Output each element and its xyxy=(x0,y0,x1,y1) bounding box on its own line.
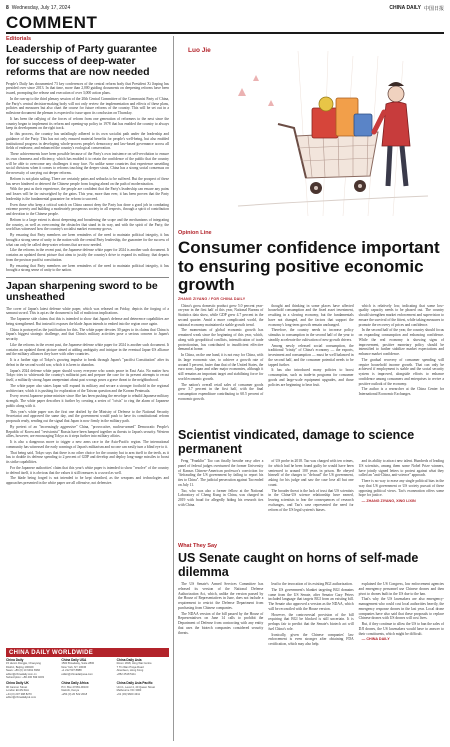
footer-title: CHINA DAILY WORLDWIDE xyxy=(6,648,169,657)
editorial-body-2: The cover of Japan's latest defense white paper, which was released on Friday, depicts the forging of a samurai sword. This is apt as the document is full of malicious implications. The Japanese side claims that this is intended to show that Japan's defense and deterrence capabilities are being strengthened. But instead it exposes the blade Japan intends to embed into the region once again. China is portrayed as the justification for this. The white paper devotes 30 pages to its claims that China is Japan's biggest strategic challenge, and that China's military activities pose a serious concern to Japan's security. Like the reforms in the recent past, the Japanese defense white paper for 2024 is another such document. It contains an updated threat picture aimed at adding ambiguity and intrigue in the eventual Japan-US alliance and the military alliances they have with other countries. It is a further sign of Tokyo's growing impulse to break through Japan's "pacifist Constitution" after its defeat in the second world war, which it is keen to abandon. Japan's 2024 defense white paper should worry everyone who wants peace in East Asia. No matter how Tokyo tries to whitewash the country's militarist past and prepare the case for its present attempts to recast itself, a militarily strong Japan unrepentant about past wrongs poses a grave threat to the neighborhood. The white paper also states Japan will expand its military and secure a stronger foothold in the regional architecture, which it is pushing for exploration of the Taiwan question and the Korean Peninsula. Every recent Japanese prime minister since Abe has been pushing the envelope to rebuild Japanese military strength. The white paper describes it further by creating a series of "crisis" to ring the alarm of Japanese public along with it. This year's white paper was the first one drafted by the Ministry of Defense to the National Security Secretariat and approved the same day, and the government would push to have its constitutional reform proposals ready, sending out the signal that Japan is now firmly in the military path. By pretext of an "increasingly aggressive" China, "provocative, nuclear-armed" Democratic People's Republic of Korea and "revisionist" Russia have been lumped together as threats to Japan's security. Western allies, however, are encouraging Tokyo as it steps further into military affairs. It is also a dangerous move to trigger a new arms race in the Asia-Pacific region. The international community has witnessed the early warnings of Japan's militarism and no one can easily turn a blind eye to it. That being said, Tokyo says that there is no other choice for the country but to arm itself to the teeth, as it has to double its defense spending to 2 percent of GDP and develop and deploy long-range missiles to boost its strike capabilities. For the Japanese authorities' claim that this year's white paper is intended to show "resolve" of the country to defend itself, it is obvious that the values it still treasures is a sword as well. The blade being forged is not intended to be kept sheathed, as the weapons and technologies and approaches presented in the white paper are all offensive, not defensive. xyxy=(6,306,169,486)
office-block: China Daily 15 Huixin Dongjie, Chaoyang District, Beijing 100029 News: +86 (0) 10 6491 8366 editor@chinadaily.com.cn Subscription: +86 400 699 0203 xyxy=(6,658,45,680)
column-divider xyxy=(173,36,174,741)
scientist-headline: Scientist vindicated, damage to science permanent xyxy=(178,428,415,456)
figure-illustration xyxy=(374,82,410,186)
scientist-column: Feng "Franklin" Tao can finally breathe easy after a panel of federal judges overturned the former University of Kansas Chinese-American professor's conviction for "defrauding the US government by failing to report his ties to China". The judicial persecution against Tao ended on July 11. Tao, who was also a former fellow at the National Laboratory of Cheng Kung in China, was charged in 2019 with fraud for allegedly hiding his research ties with China. xyxy=(178,459,264,507)
office-block: China Daily UK 90 Cannon Street London EC4N 6HA +44 (0) 207 398 8270 editor@chinadailyuk.com xyxy=(6,681,37,700)
office-block: China Daily Africa P.O. Box 27281-00100 Nairobi, Kenya +254 (0) 20 522 2018 xyxy=(61,681,89,696)
what-they-say-headline: US Senate caught on horns of self-made dilemma xyxy=(178,551,419,579)
illustrator-byline: Luo Jie xyxy=(188,47,211,54)
paper-name: CHINA DAILY xyxy=(389,5,421,11)
opinion-column: China's gross domestic product grew 5.0 percent year-on-year in the first half of this year, National Bureau of Statistics data show, while GDP grew 4.7 percent in the second quarter. Amid a more complicated world, the national economy maintained a stable growth trend. The momentum of global economic growth has remained weak since the beginning of this year, which, along with geopolitical conflicts, intensification of trade protectionism, has contributed to insufficient effective demand at home. In China, on the one hand, it is not easy for China, with its large economic size, to achieve a growth rate of around 5 percent, faster than that of the United States, the euro zone, Japan and other major economies, although it still remains an important target and stabilizing force for world economic growth. The nation's overall retail sales of consumer goods grew 3.7 percent in the first half, with the final consumption expenditure contributing to 60.5 percent of economic growth. xyxy=(178,303,264,401)
what-they-say-column: explained the US Congress, law enforcement agencies and emergency personnel use Chinese drones and then pivot to drones built in the US due to the ban. That's why the US lawmakers are also emergency-management who could cost local authorities heavily, the emergency response drones in the last year. Local drone companies have also said that these proposals to replace Chinese drones with US drones will cost lives. But, if they continue to allow the US to ban the sales of DJI drones, the US lawmakers would have to answer to their constituents, which might be difficult. — CHINA DAILY xyxy=(358,582,444,642)
paper-name-cn: 中国日报 xyxy=(423,5,444,12)
editorial-body-1: People's Daily has documented 73 key conferences of the central reform body that President Xi Jinping has presided over since 2013. In that time, more than 2,000 guiding documents on deepening reforms have been issued, prompting the release and execution of over 3,000 action plans. In the run-up to the third plenary session of the 20th Central Committee of the Communist Party of China, the Party's central decision-making body will not only review the implementation and effects of these plans, policies and measures but also chart the course for future reforms of the country. This will be set out in a milestone document the plenum is expected to issue upon its conclusion on Thursday. It has been the rallying of the forces of reform from one generation of reformers to the next since the country began to implement its reform and opening-up policy in 1978 that has enabled the country to always keep its development on the right track. In this process, the country has unfailingly adhered to its own socialist path under the leadership and guidance of the Party. This has not only ensured material benefits for people's well-being, but also enabled institutional progress in developing whole-process people's democracy and law-based governance across all fields of endeavor, and enhanced the country's ecological conservation. These achievements have been possible because of the Party's own insistence on self-revolution to ensure its own cleanness and efficiency, which has enabled it to retain the confidence of the public that the country will be able to overcome any challenges it may face. No unlike some countries that experience unsettling social divisions when it comes to reforms touching the deeper strata, China has a strong social consensus on the necessity of carrying out deeper reforms. Reform is not plain sailing. There are certainly pains and setbacks to be suffered. But the prospect of these has never hindered or deterred the Chinese people from forging ahead on the path of modernization. With the past as their experience, the people are confident that the Party's leadership can ensure any pains and losses will be far outweighed by the gains. This year, more than ever, it has been proven that the Party leadership is the fundamental guarantee for reform to succeed. Even those who keep a critical watch on China cannot deny the Party has done a good job in combating extreme poverty and building a moderately prosperous society in all respects, through a spirit of contribution and devotion to the Chinese people. Reform to a large extent is about deepening and broadening the scope and the mechanisms of integrating the country, as well as overcoming the obstacles that stand in its way, and with the spirit of the Party, the world has witnessed how the country's socialist market economy grows. By ensuring that Party members are keen reminders of the need to maintain political integrity, it has brought a strong sense of unity to the nation with the central Party leadership, the guarantee for the success of what can only be called deep-water reforms that are now needed. Like the reforms in the recent past, the Japanese defense white paper for 2024 is another such document. It contains an updated threat picture that aims to justify the country's drive to expand its military, that departs from the postwar pacifist constitution. By ensuring that Party members are keen reminders of the need to maintain political integrity, it has brought a strong sense of unity to the nation. xyxy=(6,81,169,273)
what-they-say-article xyxy=(178,543,444,648)
section-title: COMMENT xyxy=(6,13,98,32)
masthead xyxy=(6,3,444,13)
opinion-column: thought and thinking in some places have affected household consumption and the fixed asset investment, resulting in a slowing economy, but the fundamentals have not changed, and the factors that support the economy's long-term growth remain unchanged. Therefore, the country needs to increase policy stimulus to consumption in the second half of the year to steadily accelerate the cultivation of new growth drivers. Among newly released social consumption, the traditional "trinity" of China's economy — the exports, investment and consumption — must be well balanced in the second half, and the consumer potential needs to be tapped further. It has also introduced many policies to boost consumption, such as trade-in programs for consumer goods and large-scale equipment upgrades, and those policies are beginning to bear fruit. xyxy=(268,303,354,387)
office-block: China Daily USA 1500 Broadway, Suite 2800 New York, NY 10036 +1 212 537 8888 editor@chinadailyusa.com xyxy=(61,658,95,676)
office-block: China Daily Asia Pacific Unit 1, Level 4, 40 Queen Street Melbourne VIC 3000 +61 (03) 9600 4311 xyxy=(116,681,156,696)
opinion-author: ZHANG ZIYANG / FOR CHINA DAILY xyxy=(178,296,246,301)
what-they-say-column: lead to the invocation of its existing BGI authorization. The US government's blanket targeting BGI domains came from the US Senate, after Senator Gary Peters included language that targets BGI from an existing bill. The Senate also approved a version as the NDAA, which will be reconciled with the House version. However, the controversial provision of the bill requiring that BGI be blocked is still uncertain. It is perhaps fair to predict that the Senate's biotech act will fuel China's role. Ironically, given the Chinese companies' law enforcement is even stronger after obtaining FDA certification, which may also help. xyxy=(268,582,354,646)
consumer-cart-illustration xyxy=(178,36,444,227)
page-date: Wednesday, July 17, 2024 xyxy=(11,5,71,11)
opinion-headline: Consumer confidence important to ensuring positive economic growth xyxy=(178,238,440,294)
editorial-headline-1: Leadership of Party guarantee for success of deep-water reforms that are now needed xyxy=(6,43,158,78)
opinion-column: which is relatively low, indicating that some low-quality capacity needs to be phased out. The country should strengthen market enforcement and supervision to ensure the survival of the fittest, while taking measures to promote the recovery of prices and confidence. In the second half of the year, the country should focus on expanding consumption and enhancing confidence. While the real economy is showing signs of improvement, positive monetary policy should be intensified to further stabilize market expectations and enhance market confidence. The gradual recovery of consumer spending will require household income growth. That can only be achieved if employment is stable and the social security system is improved, alongside efforts to enhance confidence among consumers and enterprises to revive a positive outlook of the economy. The author is a researcher at the China Center for International Economic Exchanges. xyxy=(358,303,444,396)
editorials-label: Editorials xyxy=(6,36,32,42)
page-number: 8 xyxy=(6,5,9,11)
what-they-say-label: What They Say xyxy=(178,543,218,549)
opinion-label: Opinion Line xyxy=(178,230,212,236)
scientist-column: of US probe in 2018. Tao was charged with ten crimes, for which had he been found guilty he would have been sentenced to around 100 years in prison. He obeyed himself of the charges to "defraud" the US government, asking for his judge and saw the case lose all but one count. The broader threat is the lack of trust that US scientists in the China-US science relationship have earned, leaving scientists to fear the consequences of research exchanges, and Tao's case represented the need for reform of the US legal system's biases. xyxy=(268,459,354,512)
editorial-illustration xyxy=(178,36,444,227)
editorial-headline-2: Japan sharpening sword to be unsheathed xyxy=(6,279,158,304)
worldwide-footer xyxy=(6,648,169,699)
what-they-say-column: The US Senate's Armed Services Committee has released its version of the National Defense Authorization Act, which, unlike the version passed by the House of Representatives in June, does not include a requirement to restrict the Defense Department from purchasing from Chinese companies. The NDAA version of the bill passed by the House of Representatives on June 14 calls to prohibit the Department of Defense from contracting with any entity that uses the biotech companies considered security threats. xyxy=(178,582,264,635)
scientist-column: and its ability to attract new talent. Hundreds of leading US scientists, among them some Nobel Prize winners, have jointly signed letters to protest against what they called an "anti-China, anti-science" approach. There is no way to erase any single political bias in the way that US government or US society pursuit of these opposing political views. Tao's exoneration offers some hope for justice. — ZHANG ZIYANG, XING LIXIN xyxy=(358,459,444,503)
office-block: China Daily Asia Room 1818, Hing Wai Centre 7 Tin Wan Praya Road Aberdeen, Hong Kong +852 2518 5111 xyxy=(116,658,152,676)
section-divider xyxy=(6,32,444,34)
editorials-column xyxy=(6,36,169,487)
scientist-article xyxy=(178,428,444,513)
editorial-divider xyxy=(6,277,169,278)
opinion-article xyxy=(178,230,444,403)
